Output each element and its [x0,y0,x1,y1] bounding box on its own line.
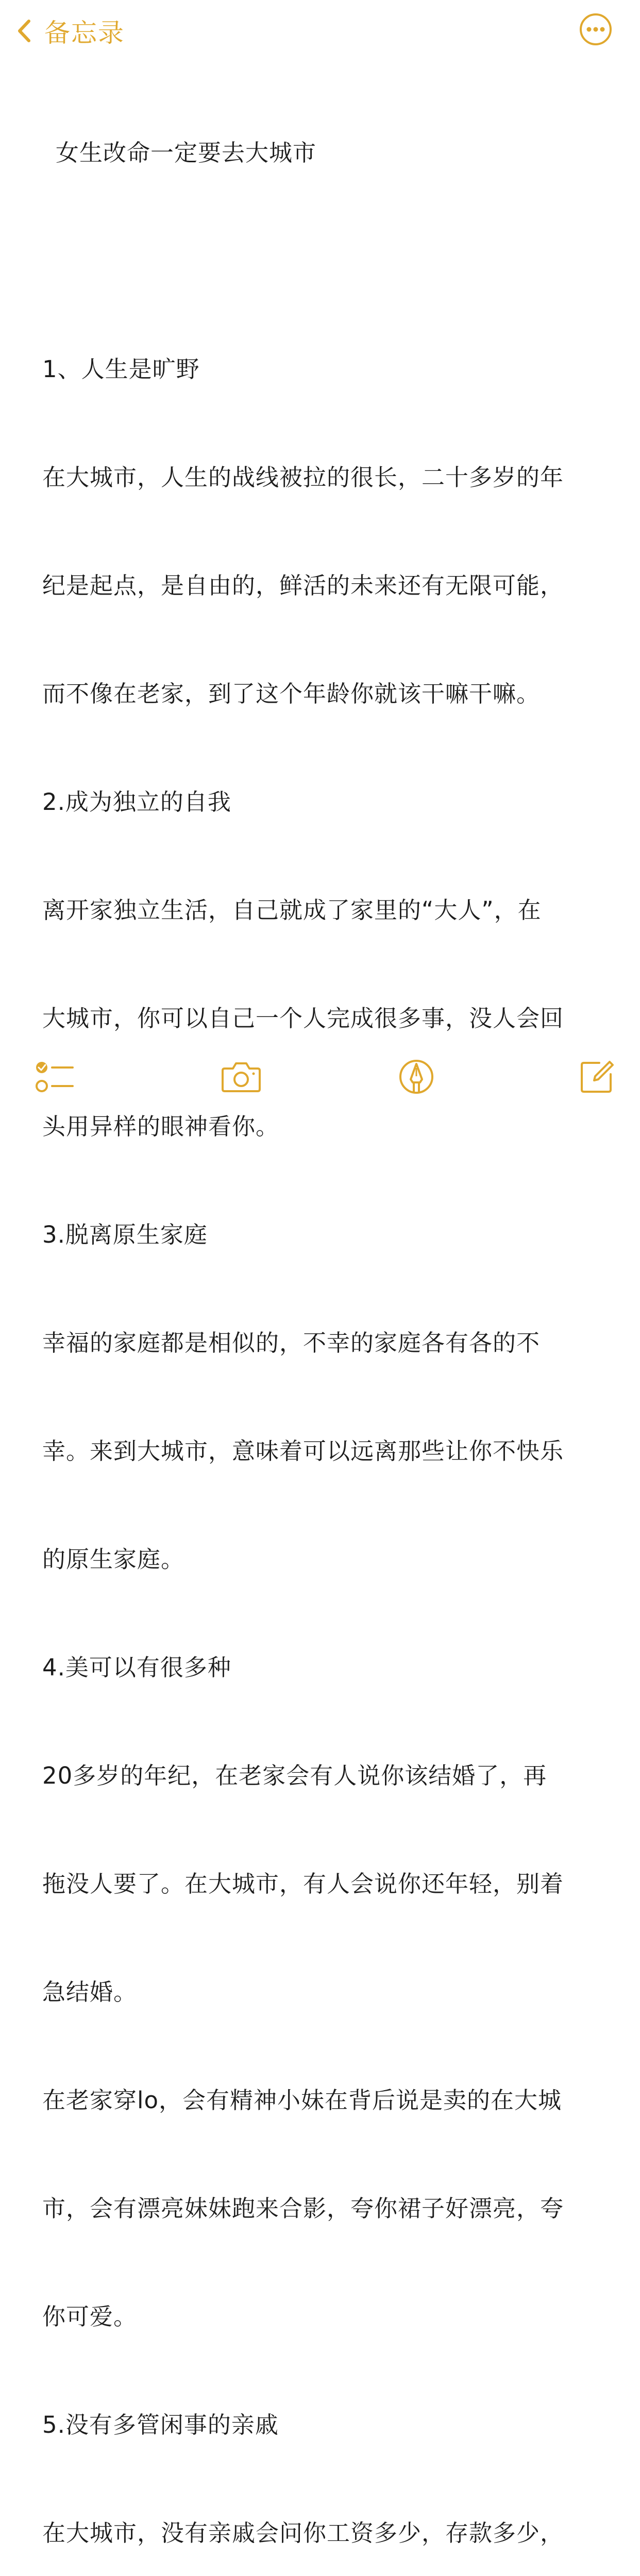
bottom-toolbar [0,1056,640,1101]
compose-icon [579,1059,615,1095]
note-line: 急结婚。 [42,1978,138,2006]
note-line: 市，会有漂亮妹妹跑来合影，夸你裙子好漂亮，夸 [42,2195,564,2222]
note-line: 离开家独立生活，自己就成了家里的“大人”，在 [42,896,542,924]
note-line: 3.脱离原生家庭 [42,1221,208,1248]
note-line: 20多岁的年纪，在老家会有人说你该结婚了，再 [42,1762,547,1789]
back-label: 备忘录 [44,18,125,48]
note-line: 2.成为独立的自我 [42,788,231,816]
checklist-icon [35,1058,76,1095]
note-line: 头用异样的眼神看你。 [42,1113,280,1140]
note-line: 5.没有多管闲事的亲戚 [42,2411,279,2438]
note-line: 大城市，你可以自己一个人完成很多事，没人会回 [42,1005,564,1032]
compose-button[interactable] [576,1056,617,1097]
note-line: 幸福的家庭都是相似的，不幸的家庭各有各的不 [42,1329,541,1357]
back-button[interactable] [18,12,125,49]
navigation-bar [0,0,640,62]
note-body[interactable] [42,63,609,2576]
note-line: 的原生家庭。 [42,1546,185,1573]
blank-line [42,243,609,279]
note-line: 在大城市，没有亲戚会问你工资多少，存款多少， [42,2519,564,2547]
checklist-button[interactable] [32,1056,78,1097]
camera-button[interactable] [215,1056,267,1097]
more-options-button[interactable] [579,12,613,46]
note-line: 4.美可以有很多种 [42,1654,231,1681]
note-line: 幸。来到大城市，意味着可以远离那些让你不快乐 [42,1437,564,1465]
note-title: 女生改命一定要去大城市 [56,139,317,166]
note-line: 1、人生是旷野 [42,355,200,383]
note-line: 你可爱。 [42,2303,138,2330]
note-line: 在老家穿lo，会有精神小妹在背后说是卖的在大城 [42,2087,562,2114]
ellipsis-circle-icon [579,39,613,48]
note-line: 而不像在老家，到了这个年龄你就该干嘛干嘛。 [42,680,541,707]
note-line: 纪是起点，是自由的，鲜活的未来还有无限可能， [42,572,564,599]
markup-pen-icon [398,1059,434,1095]
note-line: 在大城市，人生的战线被拉的很长，二十多岁的年 [42,464,564,491]
camera-icon [221,1060,262,1093]
markup-button[interactable] [396,1056,437,1097]
note-line: 拖没人要了。在大城市，有人会说你还年轻，别着 [42,1870,564,1897]
chevron-left-icon [18,20,31,42]
